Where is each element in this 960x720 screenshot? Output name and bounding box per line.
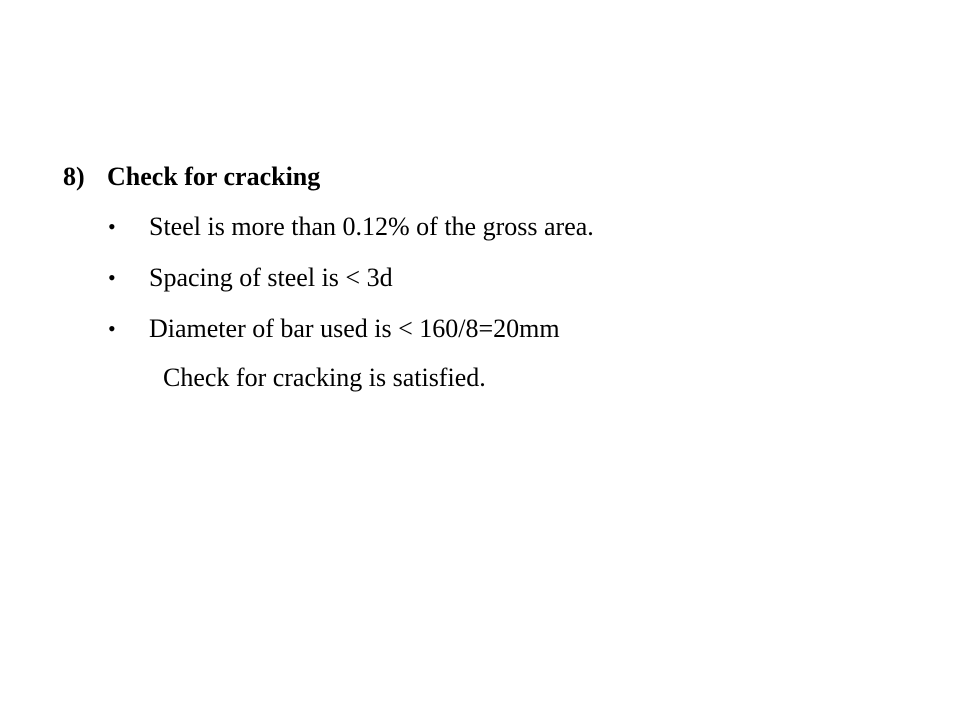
conclusion-text: Check for cracking is satisfied. [163,363,486,392]
section-title: Check for cracking [107,162,321,191]
section-heading [63,160,320,194]
list-item-text: Spacing of steel is < 3d [149,263,393,292]
list-item [108,210,594,244]
bullet-icon: • [108,265,116,290]
list-item [108,312,560,346]
bullet-icon: • [108,316,116,341]
list-item-text: Diameter of bar used is < 160/8=20mm [149,314,560,343]
bullet-icon: • [108,214,116,239]
list-item-text: Steel is more than 0.12% of the gross area. [149,212,594,241]
section-number: 8) [63,162,85,191]
list-item [108,261,393,295]
